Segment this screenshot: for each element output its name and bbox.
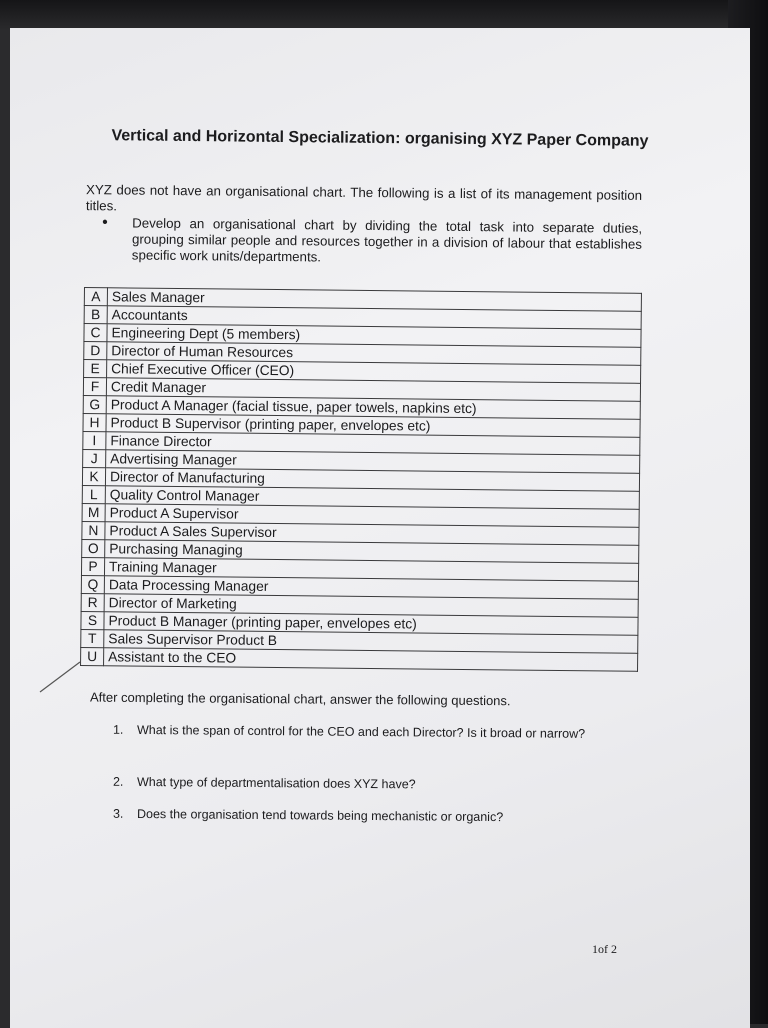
position-title: Chief Executive Officer (CEO) — [107, 360, 641, 384]
task-bullet — [102, 215, 642, 269]
after-instructions: After completing the organisational chart, answer the following questions. — [89, 689, 511, 709]
position-title: Purchasing Managing — [105, 540, 639, 564]
bullet-point-icon: • — [102, 214, 108, 232]
document-title: Vertical and Horizontal Specialization: organising XYZ Paper Company — [111, 127, 649, 150]
position-title: Credit Manager — [106, 378, 640, 402]
position-title: Director of Manufacturing — [105, 468, 639, 492]
position-code: J — [83, 449, 106, 467]
position-code: P — [81, 557, 104, 575]
position-code: O — [82, 539, 105, 557]
question-2 — [113, 774, 633, 795]
question-text: What is the span of control for the CEO and each Director? Is it broad or narrow? — [136, 722, 586, 741]
position-title: Training Manager — [104, 558, 638, 582]
document-page — [10, 28, 750, 1028]
position-title: Quality Control Manager — [105, 486, 639, 510]
position-code: L — [82, 485, 105, 503]
position-code: H — [83, 413, 106, 431]
position-title: Product B Manager (printing paper, envelopes etc) — [104, 612, 638, 636]
position-title: Advertising Manager — [106, 450, 640, 474]
position-titles-table — [80, 287, 642, 672]
position-title: Product A Manager (facial tissue, paper towels, napkins etc) — [106, 396, 640, 420]
position-title: Data Processing Manager — [104, 576, 638, 600]
position-code: T — [81, 629, 104, 647]
position-code: A — [84, 288, 107, 306]
page-number: 1of 2 — [592, 942, 617, 956]
position-code: B — [84, 306, 107, 324]
position-code: R — [81, 593, 104, 611]
intro-paragraph: XYZ does not have an organisational chart. The following is a list of its management position titles. — [85, 182, 643, 214]
position-title: Director of Marketing — [104, 594, 638, 618]
position-code: U — [81, 647, 104, 665]
position-code: Q — [81, 575, 104, 593]
position-title: Product B Supervisor (printing paper, envelopes etc) — [106, 414, 640, 438]
position-title: Sales Manager — [107, 288, 641, 312]
position-title: Engineering Dept (5 members) — [107, 324, 641, 348]
position-title: Sales Supervisor Product B — [104, 630, 638, 654]
position-code: D — [84, 342, 107, 360]
task-bullet-text: Develop an organisational chart by dividing the total task into separate duties, grouping similar people and resources together in a division of labour that establishes specific work units/departments. — [131, 215, 643, 265]
position-code: I — [83, 431, 106, 449]
position-code: F — [83, 378, 106, 396]
monitor-bezel-top — [0, 0, 768, 30]
position-code: S — [81, 611, 104, 629]
position-code: N — [82, 521, 105, 539]
question-1 — [113, 722, 633, 743]
position-code: E — [84, 360, 107, 378]
position-title: Director of Human Resources — [107, 342, 641, 366]
position-code: G — [83, 395, 106, 413]
position-title: Product A Sales Supervisor — [105, 522, 639, 546]
question-3 — [113, 806, 633, 827]
question-text: What type of departmentalisation does XYZ have? — [136, 774, 416, 792]
question-number: 1. — [112, 722, 124, 737]
position-title: Assistant to the CEO — [104, 648, 638, 672]
pen-tick-mark-icon — [36, 658, 86, 698]
position-title: Product A Supervisor — [105, 504, 639, 528]
position-title: Accountants — [107, 306, 641, 330]
question-number: 3. — [112, 806, 124, 821]
position-code: K — [82, 467, 105, 485]
position-code: M — [82, 503, 105, 521]
question-text: Does the organisation tend towards being mechanistic or organic? — [136, 806, 504, 825]
question-number: 2. — [112, 774, 124, 789]
position-code: C — [84, 324, 107, 342]
position-title: Finance Director — [106, 432, 640, 456]
